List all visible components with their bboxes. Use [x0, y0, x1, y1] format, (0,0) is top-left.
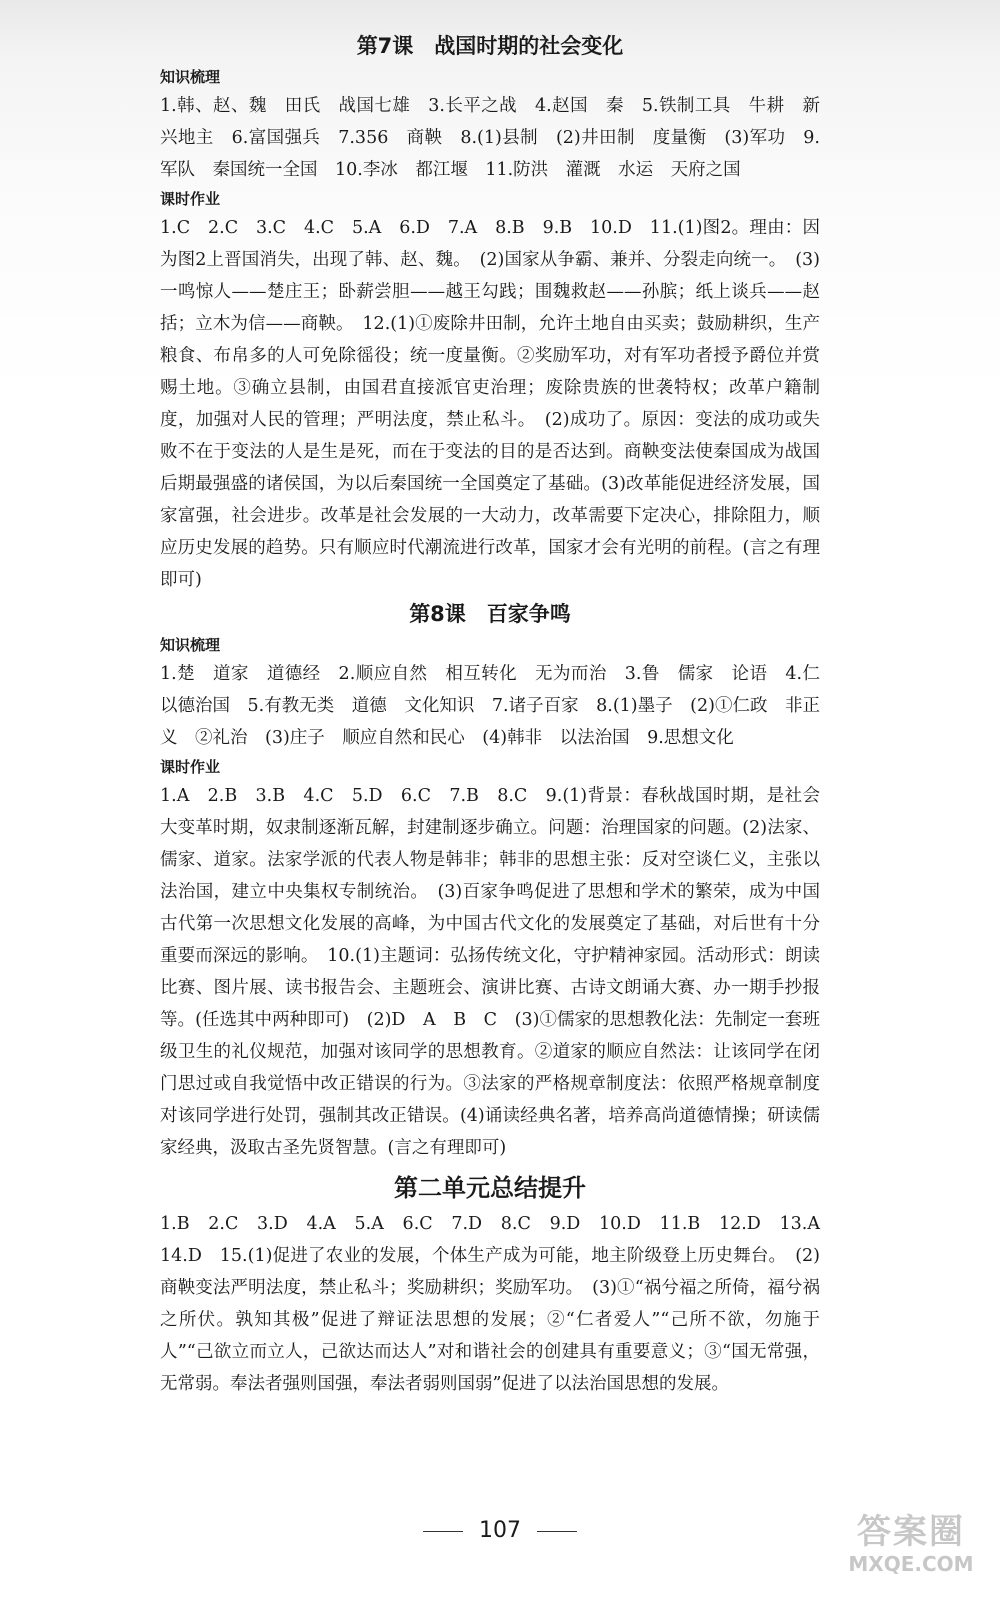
- watermark-logo-text: 答案圈: [857, 1512, 965, 1552]
- lesson7-homework-text: 1.C 2.C 3.C 4.C 5.A 6.D 7.A 8.B 9.B 10.D 11.(1)图2。理由：因为图2上晋国消失，出现了韩、赵、魏。 (2)国家从争霸、兼并、分裂走向统一。 (3)一鸣惊人——楚庄王；卧薪尝胆——越王勾践；围魏救赵——孙膑；纸上谈兵——赵括；立木为信——商鞅。 12.(1)①废除井田制，允许土地自由买卖；鼓励耕织，生产粮食、布帛多的人可免除徭役；统一度量衡。②奖励军功，对有军功者授予爵位并赏赐土地。③确立县制，由国君直接派官吏治理；废除贵族的世袭特权；改革户籍制度，加强对人民的管理；严明法度，禁止私斗。 (2)成功了。原因：变法的成功或失败不在于变法的人是生是死，而在于变法的目的是否达到。商鞅变法使秦国成为战国后期最强盛的诸侯国，为以后秦国统一全国奠定了基础。(3)改革能促进经济发展，国家富强，社会进步。改革是社会发展的一大动力，改革需要下定决心，排除阻力，顺应历史发展的趋势。只有顺应时代潮流进行改革，国家才会有光明的前程。(言之有理即可): [160, 218, 820, 590]
- lesson7-homework-heading: 课时作业: [160, 190, 221, 208]
- unit2-summary-title: 第二单元总结提升: [394, 1173, 586, 1202]
- lesson8-homework-heading: 课时作业: [160, 758, 221, 776]
- page-number-value: 107: [479, 1518, 521, 1543]
- unit2-summary-text: 1.B 2.C 3.D 4.A 5.A 6.C 7.D 8.C 9.D 10.D 11.B 12.D 13.A 14.D 15.(1)促进了农业的发展，个体生产成为可能，地主阶级登上历史舞台。 (2)商鞅变法严明法度，禁止私斗；奖励耕织；奖励军功。 (3)①“祸兮福之所倚，福兮祸之所伏。孰知其极”促进了辩证法思想的发展；②“仁者爱人”“己所不欲，勿施于人”“己欲立而立人，己欲达而达人”对和谐社会的创建具有重要意义；③“国无常强，无常弱。奉法者强则国强，奉法者弱则国弱”促进了以法治国思想的发展。: [160, 1214, 838, 1394]
- page-number-right-dash: [537, 1531, 577, 1532]
- lesson8-knowledge-text: 1.楚 道家 道德经 2.顺应自然 相互转化 无为而治 3.鲁 儒家 论语 4.仁 以德治国 5.有教无类 道德 文化知识 7.诸子百家 8.(1)墨子 (2)①仁政 非正义 ②礼治 (3)庄子 顺应自然和民心 (4)韩非 以法治国 9.思想文化: [160, 664, 838, 748]
- lesson8-knowledge-heading: 知识梳理: [160, 636, 221, 654]
- watermark-url: MXQE.COM: [848, 1552, 974, 1576]
- lesson8-title: 第8课 百家争鸣: [409, 602, 571, 626]
- page-content: [160, 28, 838, 1400]
- page-number-left-dash: [423, 1531, 463, 1532]
- watermark-logo: [836, 1512, 986, 1582]
- lesson7-title: 第7课 战国时期的社会变化: [356, 34, 624, 58]
- lesson8-homework-text: 1.A 2.B 3.B 4.C 5.D 6.C 7.B 8.C 9.(1)背景：春秋战国时期，是社会大变革时期，奴隶制逐渐瓦解，封建制逐步确立。问题：治理国家的问题。(2)法家、儒家、道家。法家学派的代表人物是韩非；韩非的思想主张：反对空谈仁义，主张以法治国，建立中央集权专制统治。 (3)百家争鸣促进了思想和学术的繁荣，成为中国古代第一次思想文化发展的高峰，为中国古代文化的发展奠定了基础，对后世有十分重要而深远的影响。 10.(1)主题词：弘扬传统文化，守护精神家园。活动形式：朗读比赛、图片展、读书报告会、主题班会、演讲比赛、古诗文朗诵大赛、办一期手抄报等。(任选其中两种即可) (2)D A B C (3)①儒家的思想教化法：先制定一套班级卫生的礼仪规范，加强对该同学的思想教育。②道家的顺应自然法：让该同学在闭门思过或自我觉悟中改正错误的行为。③法家的严格规章制度法：依照严格规章制度对该同学进行处罚，强制其改正错误。(4)诵读经典名著，培养高尚道德情操；研读儒家经典，汲取古圣先贤智慧。(言之有理即可): [160, 786, 820, 1158]
- lesson7-knowledge-heading: 知识梳理: [160, 68, 221, 86]
- lesson7-knowledge-text: 1.韩、赵、魏 田氏 战国七雄 3.长平之战 4.赵国 秦 5.铁制工具 牛耕 新兴地主 6.富国强兵 7.356 商鞅 8.(1)县制 (2)井田制 度量衡 (3)军功 9.军队 秦国统一全国 10.李冰 都江堰 11.防洪 灌溉 水运 天府之国: [160, 96, 820, 180]
